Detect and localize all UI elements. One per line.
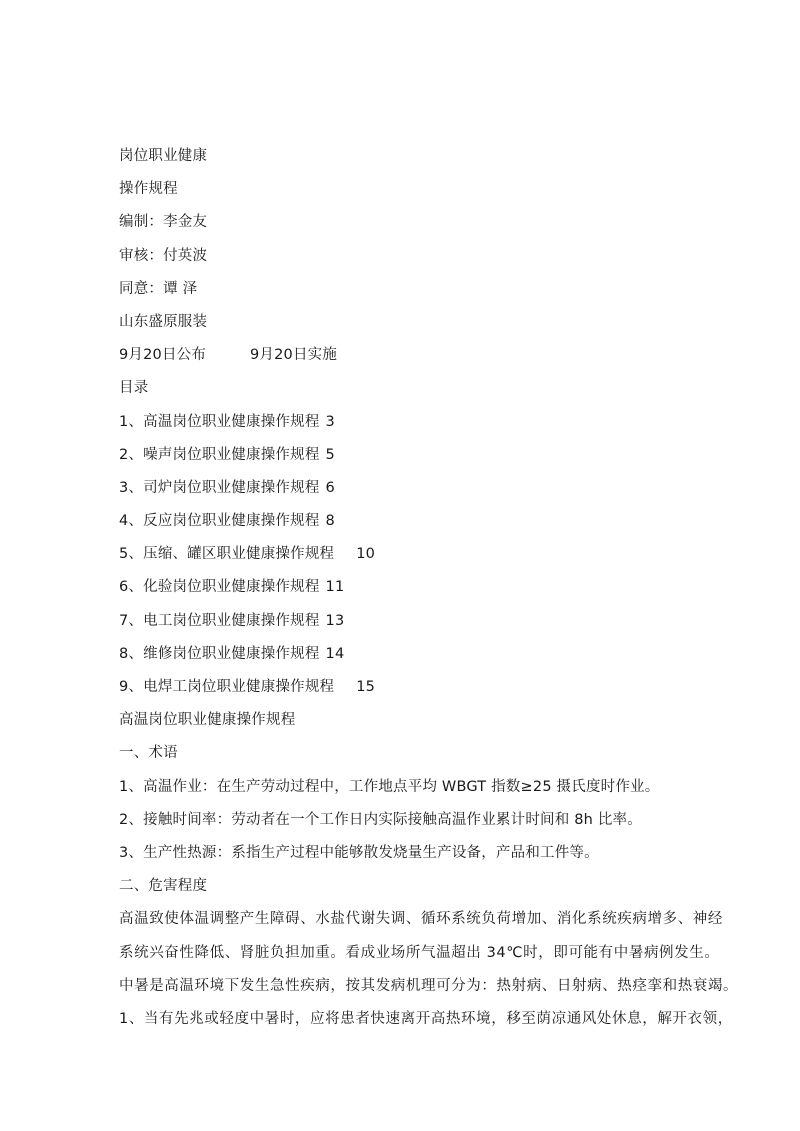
dates-line	[119, 343, 689, 376]
toc-item[interactable]	[119, 443, 689, 476]
toc-item-title: 4、反应岗位职业健康操作规程	[119, 513, 320, 530]
toc-item-page: 8	[325, 513, 335, 530]
toc-item[interactable]	[119, 509, 689, 542]
compiler-line: 编制：李金友	[119, 214, 208, 231]
toc-item[interactable]	[119, 542, 689, 575]
hazard-paragraph-line: 系统兴奋性降低、肾脏负担加重。看成业场所气温超出 34℃时，即可能有中暑病例发生。	[119, 944, 720, 961]
toc-item[interactable]	[119, 609, 689, 642]
hazard-paragraph-line: 中暑是高温环境下发生急性疾病，按其发病机理可分为：热射病、日射病、热痉挛和热衰竭。	[119, 977, 739, 994]
toc-item[interactable]	[119, 410, 689, 443]
toc-item-title: 5、压缩、罐区职业健康操作规程	[119, 546, 335, 563]
term-paragraph: 3、生产性热源：系指生产过程中能够散发烧量生产设备，产品和工件等。	[119, 844, 599, 861]
toc-item-title: 6、化验岗位职业健康操作规程	[119, 579, 320, 596]
hazard-heading: 二、危害程度	[119, 878, 208, 895]
term-paragraph: 1、高温作业：在生产劳动过程中，工作地点平均 WBGT 指数≥25 摄氏度时作业。	[119, 778, 660, 795]
hazard-paragraph-line: 1、当有先兆或轻度中暑时，应将患者快速离开高热环境，移至荫凉通风处休息，解开衣领，	[119, 1010, 733, 1027]
toc-item[interactable]	[119, 642, 689, 675]
publish-date: 9月20日公布	[119, 347, 207, 364]
toc-item-title: 2、噪声岗位职业健康操作规程	[119, 446, 320, 463]
toc-item-title: 7、电工岗位职业健康操作规程	[119, 612, 320, 629]
title-line-2: 操作规程	[119, 181, 178, 198]
approver-line: 同意：谭 泽	[119, 280, 198, 297]
toc-heading: 目录	[119, 380, 149, 397]
toc-item-page: 14	[325, 645, 345, 662]
toc-item-page: 13	[325, 612, 345, 629]
toc-item-title: 1、高温岗位职业健康操作规程	[119, 413, 320, 430]
toc-item-page: 6	[325, 479, 335, 496]
toc-item-title: 3、司炉岗位职业健康操作规程	[119, 479, 320, 496]
toc-item-page: 5	[325, 446, 335, 463]
term-paragraph: 2、接触时间率：劳动者在一个工作日内实际接触高温作业累计时间和 8h 比率。	[119, 811, 642, 828]
effective-date: 9月20日实施	[250, 347, 338, 364]
toc-item[interactable]	[119, 575, 689, 608]
toc-item[interactable]	[119, 476, 689, 509]
title-line-1: 岗位职业健康	[119, 148, 208, 164]
toc-item-page: 3	[325, 413, 335, 430]
section-title: 高温岗位职业健康操作规程	[119, 712, 296, 729]
reviewer-line: 审核：付英波	[119, 247, 208, 264]
company-line: 山东盛原服装	[119, 313, 208, 330]
toc-item-page: 15	[356, 679, 376, 695]
document-content	[119, 144, 739, 1040]
toc-item-page: 11	[325, 579, 345, 596]
terms-heading: 一、术语	[119, 745, 178, 762]
toc-item-page: 10	[356, 546, 376, 563]
toc-item[interactable]	[119, 675, 689, 708]
toc-item-title: 8、维修岗位职业健康操作规程	[119, 645, 320, 662]
toc-item-title: 9、电焊工岗位职业健康操作规程	[119, 679, 335, 695]
hazard-paragraph-line: 高温致使体温调整产生障碍、水盐代谢失调、循环系统负荷增加、消化系统疾病增多、神经	[119, 911, 723, 928]
